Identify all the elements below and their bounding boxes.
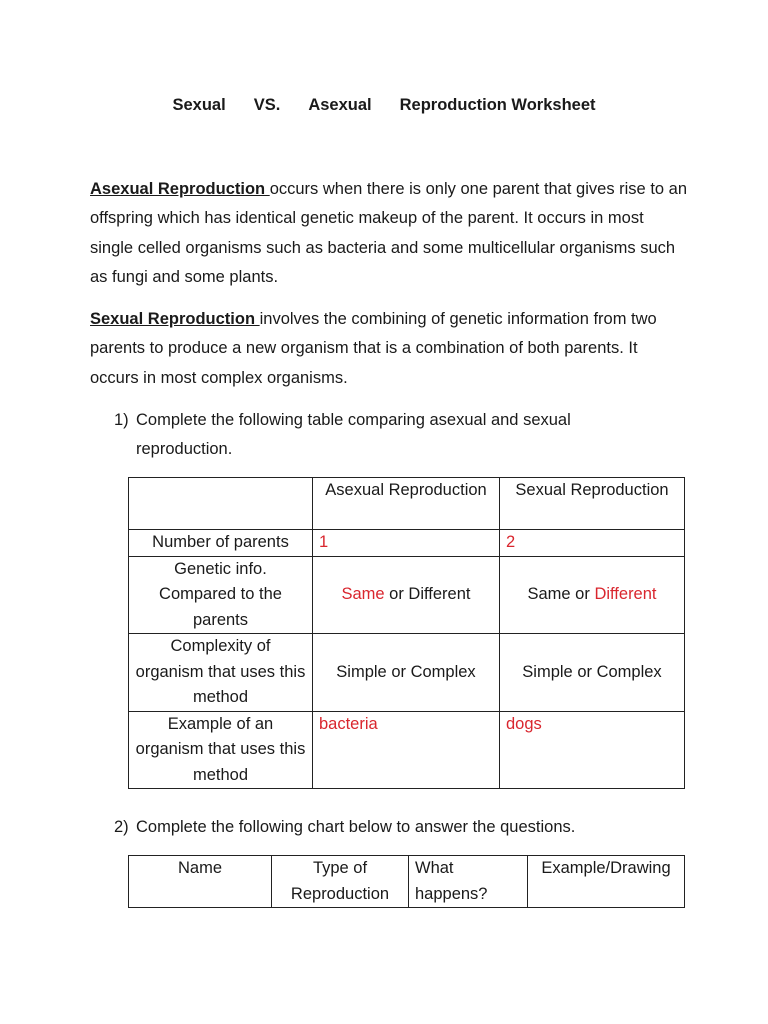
table-row bbox=[129, 556, 685, 634]
row-label: Number of parents bbox=[129, 530, 313, 557]
term-asexual: Asexual Reproduction bbox=[90, 180, 270, 198]
row-label: Genetic info. Compared to the parents bbox=[129, 556, 313, 634]
table-row bbox=[129, 530, 685, 557]
definition-text: involves the combining of genetic information from two parents to produce a new organism that is a combination of both parents. It occurs in most complex organisms. bbox=[90, 310, 657, 387]
question-2-number: 2) bbox=[114, 818, 129, 836]
question-1-number: 1) bbox=[114, 411, 129, 429]
question-1-text: Complete the following table comparing asexual and sexual reproduction. bbox=[136, 411, 571, 459]
option-text: or Different bbox=[384, 585, 471, 603]
header-cell: What happens? bbox=[409, 856, 528, 908]
header-cell: Type of Reproduction bbox=[272, 856, 409, 908]
table-row bbox=[129, 634, 685, 712]
table-header-row bbox=[129, 856, 685, 908]
header-cell: Example/Drawing bbox=[528, 856, 685, 908]
answer-cell[interactable]: bacteria bbox=[313, 711, 500, 789]
title-word: VS. bbox=[253, 96, 281, 114]
reproduction-chart bbox=[128, 855, 685, 908]
answer-cell[interactable]: 2 bbox=[500, 530, 685, 557]
header-cell: Sexual Reproduction bbox=[500, 478, 685, 530]
answer-cell[interactable]: Simple or Complex bbox=[313, 634, 500, 712]
answer-cell[interactable] bbox=[313, 556, 500, 634]
definition-text: occurs when there is only one parent that gives rise to an offspring which has identical genetic makeup of the parent. It occurs in most single celled organisms such as bacteria and some multicellular organisms such as fungi and some plants. bbox=[90, 180, 688, 286]
selected-answer: Same bbox=[341, 585, 385, 603]
title-word: Reproduction Worksheet bbox=[399, 96, 596, 114]
row-label: Complexity of organism that uses this method bbox=[129, 634, 313, 712]
answer-cell[interactable]: Simple or Complex bbox=[500, 634, 685, 712]
header-cell bbox=[129, 478, 313, 530]
comparison-table bbox=[128, 477, 685, 789]
option-text: Same or bbox=[527, 585, 595, 603]
answer-cell[interactable]: dogs bbox=[500, 711, 685, 789]
page-title bbox=[0, 96, 768, 115]
header-cell: Name bbox=[129, 856, 272, 908]
header-cell: Asexual Reproduction bbox=[313, 478, 500, 530]
row-label: Example of an organism that uses this method bbox=[129, 711, 313, 789]
answer-cell[interactable]: 1 bbox=[313, 530, 500, 557]
table-header-row bbox=[129, 478, 685, 530]
answer-cell[interactable] bbox=[500, 556, 685, 634]
title-word: Sexual bbox=[172, 96, 226, 114]
question-2-text: Complete the following chart below to answer the questions. bbox=[136, 818, 576, 836]
title-word: Asexual bbox=[308, 96, 372, 114]
sexual-definition bbox=[90, 305, 690, 393]
selected-answer: Different bbox=[594, 585, 657, 603]
table-row bbox=[129, 711, 685, 789]
asexual-definition bbox=[90, 175, 690, 292]
term-sexual: Sexual Reproduction bbox=[90, 310, 260, 328]
